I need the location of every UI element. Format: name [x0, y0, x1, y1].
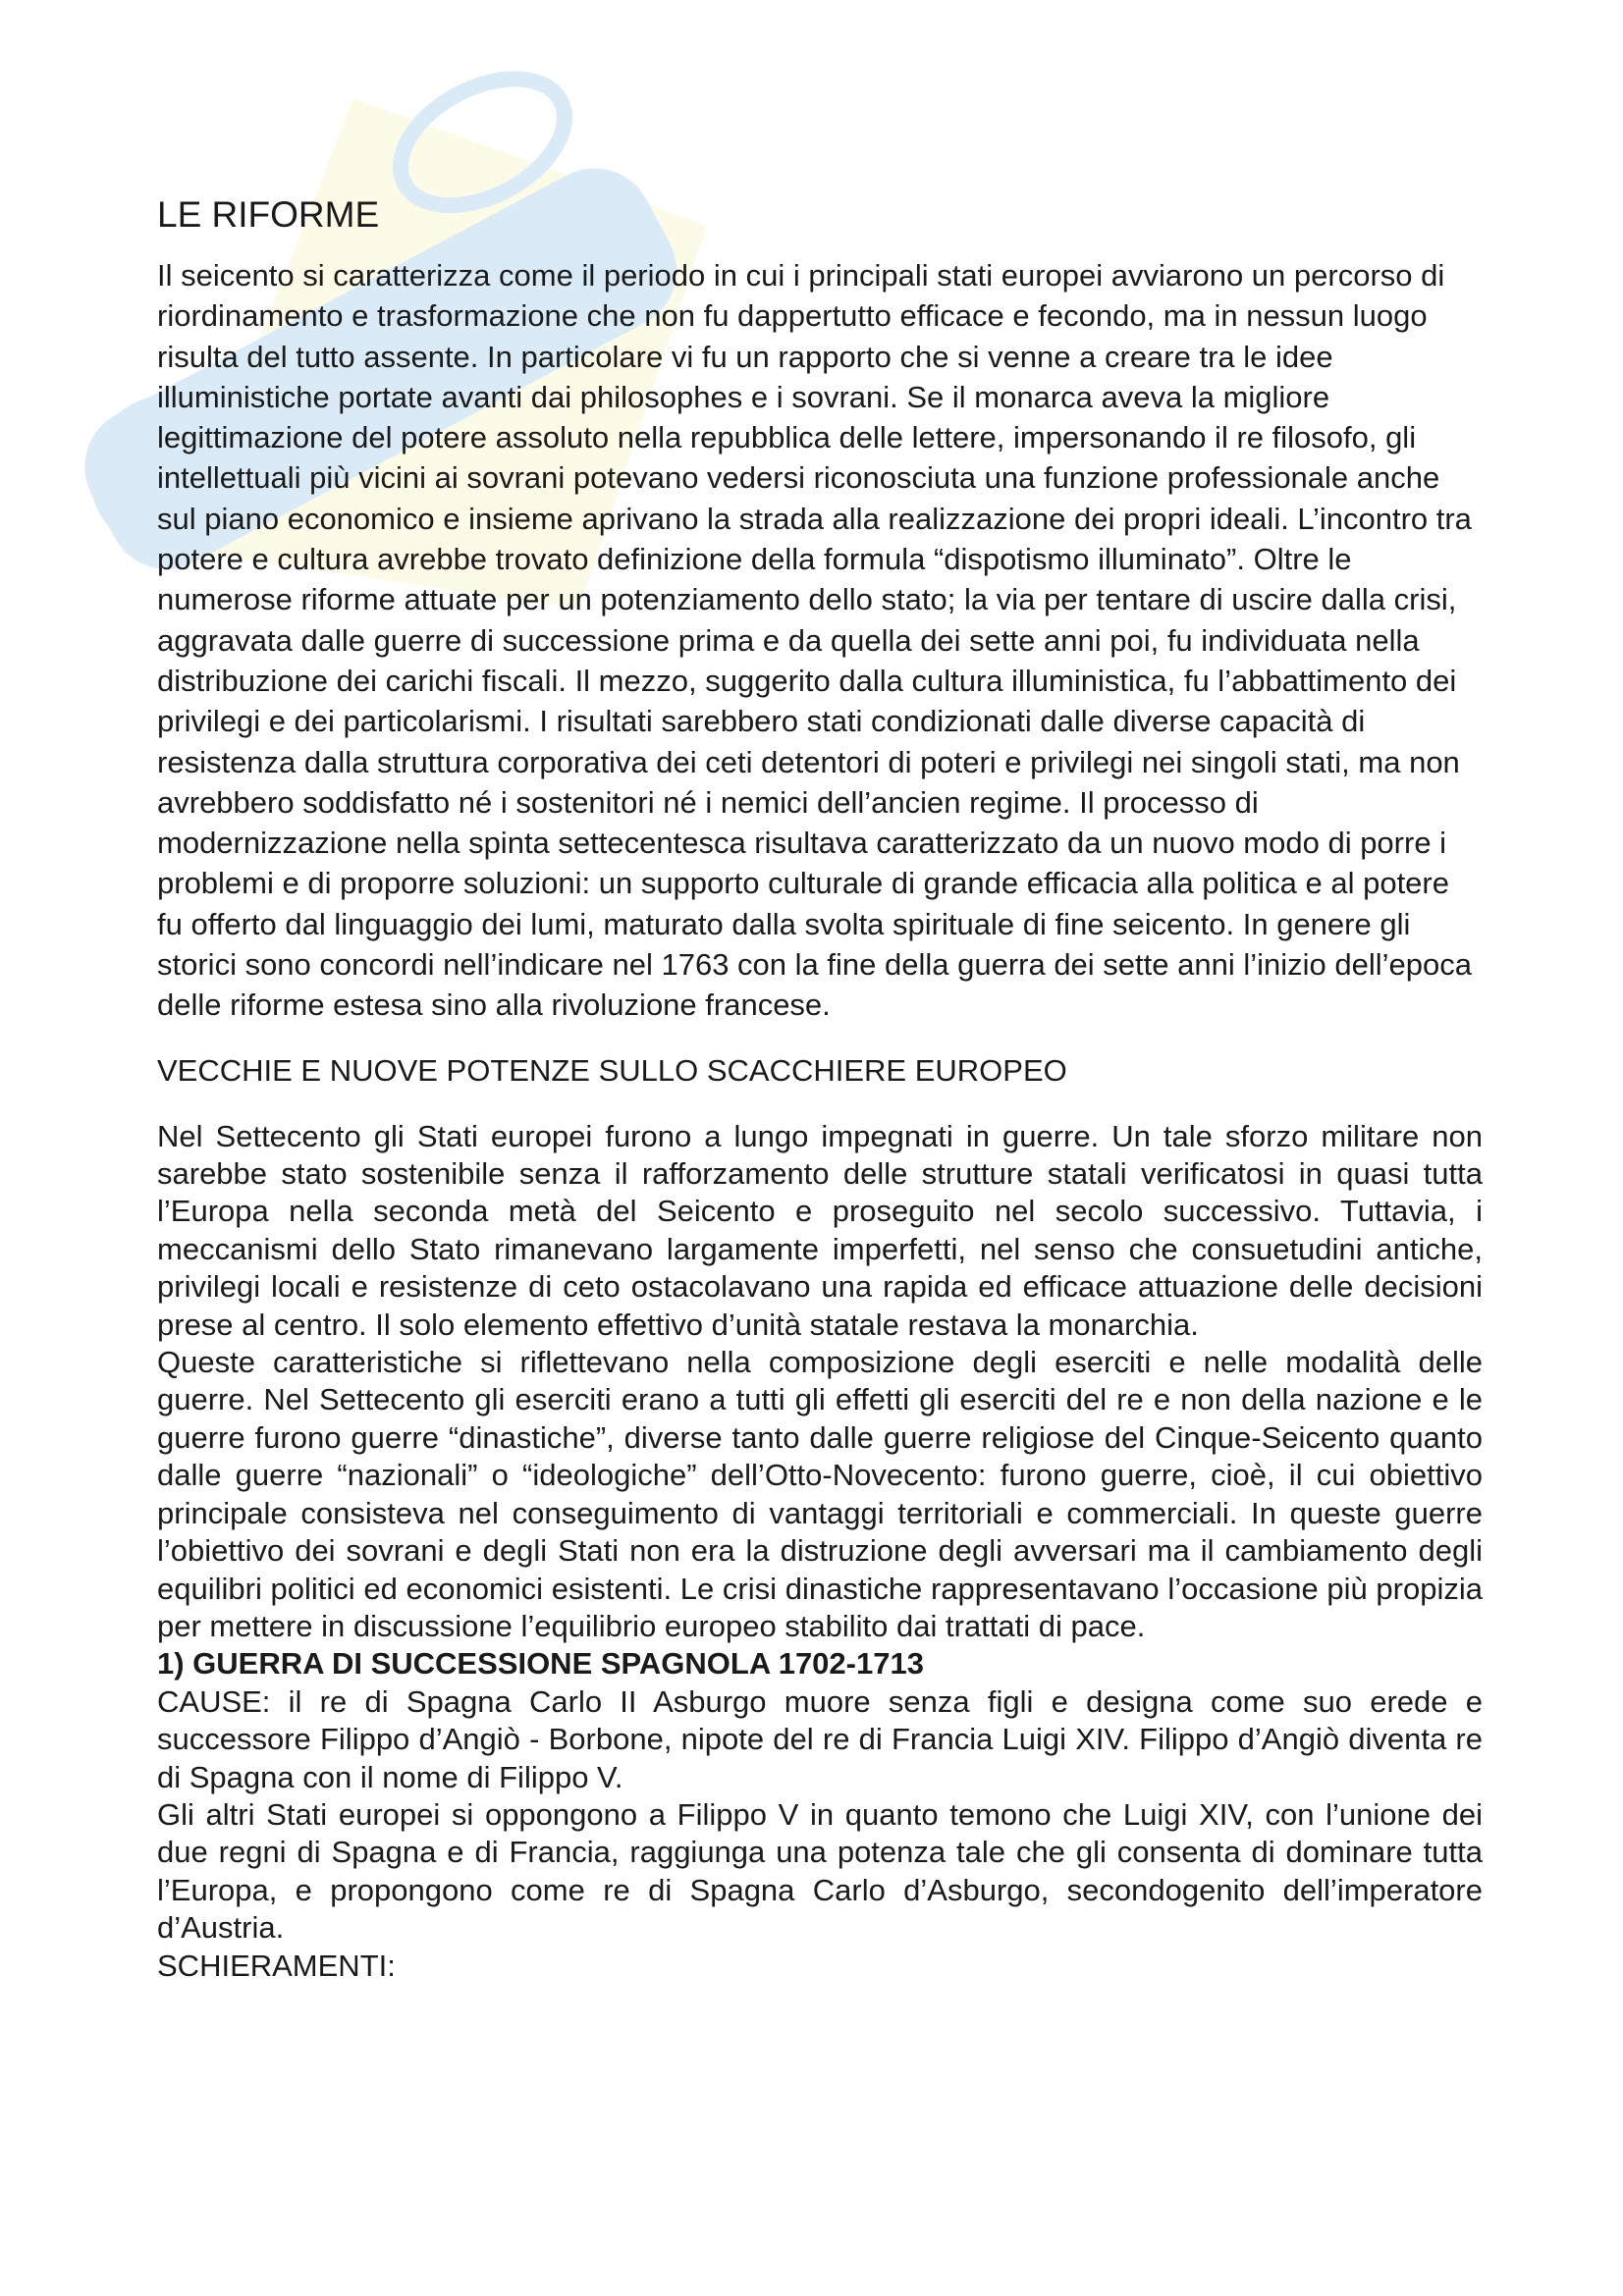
causes-paragraph: CAUSE: il re di Spagna Carlo II Asburgo muore senza figli e designa come suo erede e successore Filippo d’Angiò - Borbone, nipote del re di Francia Luigi XIV. Filippo d’Angiò diventa re di Spagna con il nome di Filippo V. — [157, 1683, 1483, 1794]
alignments-label: SCHIERAMENTI: — [157, 1948, 396, 1983]
document-title: LE RIFORME — [157, 194, 380, 235]
section-heading: VECCHIE E NUOVE POTENZE SULLO SCACCHIERE EUROPEO — [157, 1052, 1067, 1088]
war-heading: 1) GUERRA DI SUCCESSIONE SPAGNOLA 1702-1713 — [157, 1646, 924, 1682]
intro-paragraph: Il seicento si caratterizza come il periodo in cui i principali stati europei avviarono un percorso di riordinamento e trasformazione che non fu dappertutto efficace e fecondo, ma in nessun luogo risulta del tutto assente. In particolare vi fu un rapporto che si venne a creare tra le idee illuministiche portate avanti dai philosophes e i sovrani. Se il monarca aveva la migliore legittimazione del potere assoluto nella repubblica delle lettere, impersonando il re filosofo, gli intellettuali più vicini ai sovrani potevano vedersi riconosciuta una funzione professionale anche sul piano economico e insieme aprivano la strada alla realizzazione dei propri ideali. L’incontro tra potere e cultura avrebbe trovato definizione della formula “dispotismo illuminato”. Oltre le numerose riforme attuate per un potenziamento dello stato; la via per tentare di uscire dalla crisi, aggravata dalle guerre di successione prima e da quella dei sette anni poi, fu individuata nella distribuzione dei carichi fiscali. Il mezzo, suggerito dalla cultura illuministica, fu l’abbattimento dei privilegi e dei particolarismi. I risultati sarebbero stati condizionati dalle diverse capacità di resistenza dalla struttura corporativa dei ceti detentori di poteri e privilegi nei singoli stati, ma non avrebbero soddisfatto né i sostenitori né i nemici dell’ancien regime. Il processo di modernizzazione nella spinta settecentesca risultava caratterizzato da un nuovo modo di porre i problemi e di proporre soluzioni: un supporto culturale di grande efficacia alla politica e al potere fu offerto dal linguaggio dei lumi, maturato dalla svolta spirituale di fine seicento. In genere gli storici sono concordi nell’indicare nel 1763 con la fine della guerra dei sette anni l’inizio dell’epoca delle riforme estesa sino alla rivoluzione francese. — [157, 258, 1472, 1023]
section-paragraph-1: Nel Settecento gli Stati europei furono a lungo impegnati in guerre. Un tale sforzo militare non sarebbe stato sostenibile senza il rafforzamento delle strutture statali verificatosi in quasi tutta l’Europa nella seconda metà del Seicento e proseguito nel secolo successivo. Tuttavia, i meccanismi dello Stato rimanevano largamente imperfetti, nel senso che consuetudini antiche, privilegi locali e resistenze di ceto ostacolavano una rapida ed efficace attuazione delle decisioni prese al centro. Il solo elemento effettivo d’unità statale restava la monarchia. — [157, 1118, 1483, 1342]
section-body — [157, 1118, 1483, 1985]
document-page — [157, 192, 1483, 1985]
section-paragraph-2: Queste caratteristiche si riflettevano nella composizione degli eserciti e nelle modalità delle guerre. Nel Settecento gli eserciti erano a tutti gli effetti gli eserciti del re e non della nazione e le guerre furono guerre “dinastiche”, diverse tanto dalle guerre religiose del Cinque-Seicento quanto dalle guerre “nazionali” o “ideologiche” dell’Otto-Novecento: furono guerre, cioè, il cui obiettivo principale consisteva nel conseguimento di vantaggi territoriali e commerciali. In queste guerre l’obiettivo dei sovrani e degli Stati non era la distruzione degli avversari ma il cambiamento degli equilibri politici ed economici esistenti. Le crisi dinastiche rappresentavano l’occasione più propizia per mettere in discussione l’equilibrio europeo stabilito dai trattati di pace. — [157, 1345, 1483, 1643]
opposition-paragraph: Gli altri Stati europei si oppongono a Filippo V in quanto temono che Luigi XIV, con l’unione dei due regni di Spagna e di Francia, raggiunga una potenza tale che gli consenta di dominare tutta l’Europa, e propongono come re di Spagna Carlo d’Asburgo, secondogenito dell’imperatore d’Austria. — [157, 1796, 1483, 1946]
